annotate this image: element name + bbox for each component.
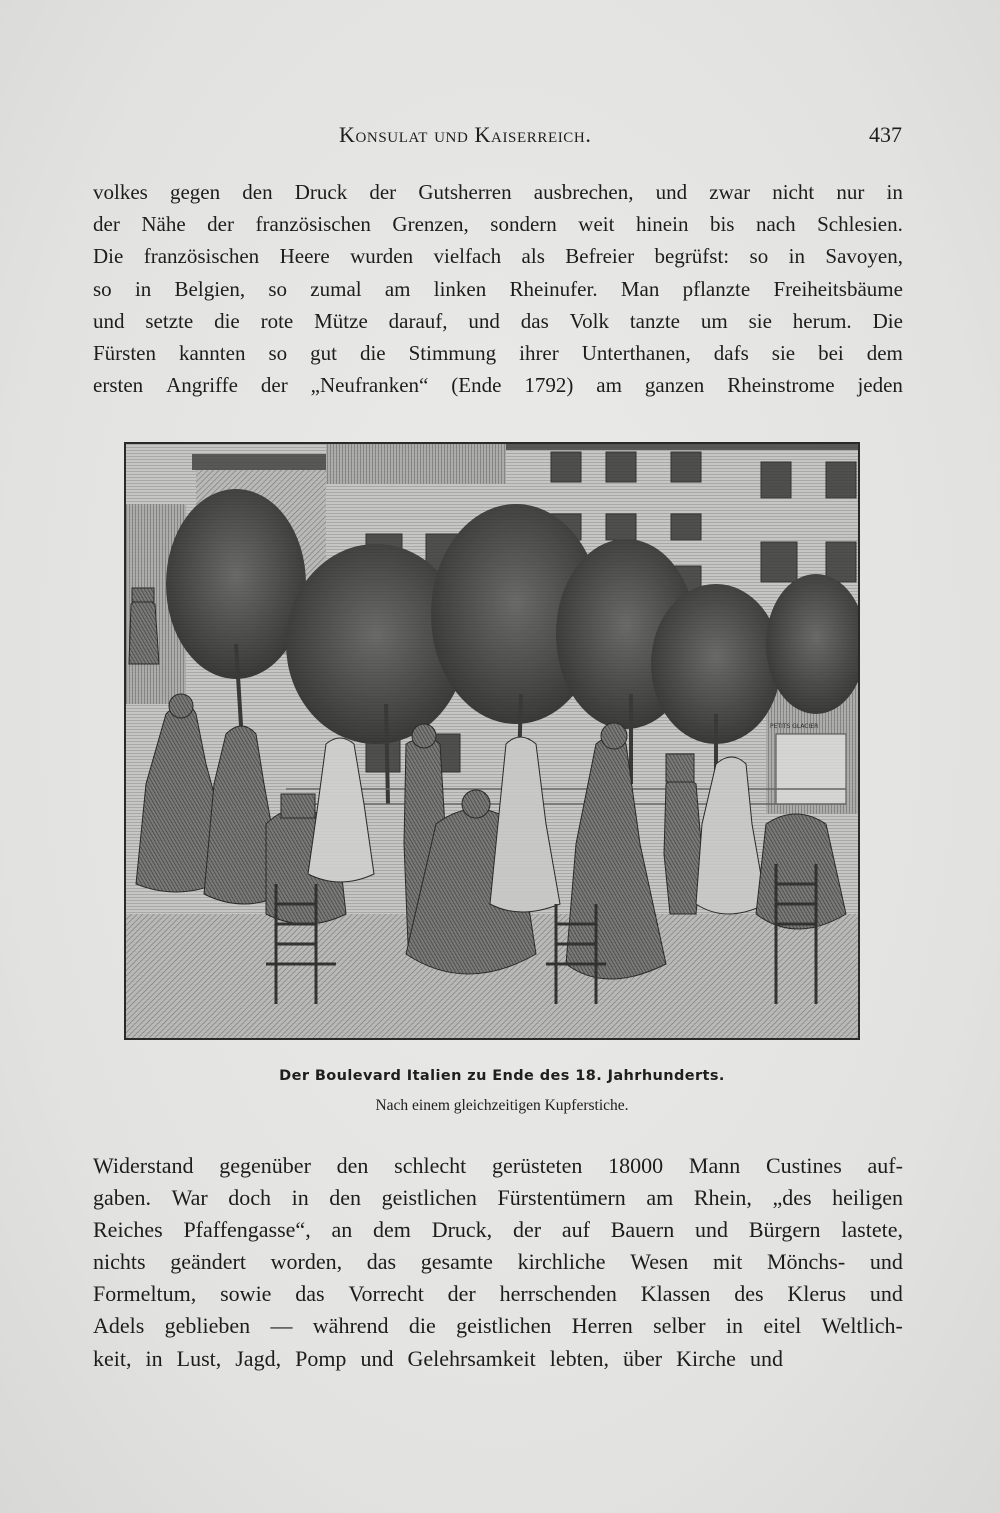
text-word: Custines xyxy=(766,1153,842,1178)
text-word: während xyxy=(312,1313,389,1339)
text-word: geblieben xyxy=(164,1313,251,1339)
text-word: geändert xyxy=(170,1249,246,1275)
text-word: „Neufranken“ xyxy=(310,373,429,398)
text-word: Klassen xyxy=(640,1281,711,1307)
text-word: Jagd, xyxy=(235,1345,282,1371)
text-word: Die xyxy=(93,244,124,269)
text-word: die xyxy=(408,1313,436,1339)
text-word: so xyxy=(93,276,112,301)
text-word: Mönchs- xyxy=(766,1249,846,1275)
text-word: am xyxy=(596,373,622,398)
text-word: Druck, xyxy=(431,1217,493,1243)
text-word: ausbrechen, xyxy=(533,180,634,204)
text-word: und xyxy=(695,1217,729,1243)
text-word: — xyxy=(270,1313,293,1339)
text-word: eitel xyxy=(763,1313,802,1339)
text-word: vielfach xyxy=(433,244,502,269)
text-word: in xyxy=(134,276,152,301)
text-word: jeden xyxy=(857,373,903,398)
text-word: pflanzte xyxy=(682,276,751,301)
text-word: Herren xyxy=(571,1313,633,1339)
text-word: der xyxy=(207,212,234,237)
text-word: am xyxy=(384,276,411,301)
text-word: als xyxy=(521,244,545,269)
text-word: Rheinufer. xyxy=(509,276,598,301)
text-word: Angriffe xyxy=(166,373,238,398)
text-word: Fürstentümern xyxy=(497,1185,626,1211)
text-word: gut xyxy=(310,340,337,365)
text-word: Fürsten xyxy=(93,340,156,365)
text-word: selber xyxy=(653,1313,706,1339)
text-word: dem xyxy=(866,340,903,365)
text-word: Die xyxy=(872,308,903,333)
text-word: ersten xyxy=(93,373,144,398)
text-word: ganzen xyxy=(644,373,705,398)
text-word: linken xyxy=(433,276,487,301)
text-word: lebten, xyxy=(549,1345,609,1371)
text-word: hinein xyxy=(635,212,689,237)
page-header xyxy=(94,122,902,156)
text-line xyxy=(93,1278,903,1310)
text-word: Formeltum, xyxy=(93,1281,197,1307)
text-line xyxy=(93,337,903,369)
text-word: bei xyxy=(818,340,844,365)
text-word: Nähe xyxy=(141,212,186,237)
text-word: 1792) xyxy=(524,373,574,398)
text-word: Klerus xyxy=(787,1281,847,1307)
text-word: heiligen xyxy=(832,1185,903,1211)
text-word: das xyxy=(366,1249,397,1275)
text-block-bottom xyxy=(93,1150,903,1375)
text-word: Unterthanen, xyxy=(581,340,691,365)
text-word: nur xyxy=(836,180,865,204)
text-word: doch xyxy=(228,1185,272,1211)
text-word: Bürgern xyxy=(748,1217,821,1243)
text-line xyxy=(93,240,903,272)
page-number: 437 xyxy=(869,122,902,147)
text-word: nichts xyxy=(93,1249,146,1275)
text-word: des xyxy=(734,1281,764,1307)
text-line xyxy=(93,1310,903,1342)
text-word: „des xyxy=(772,1185,812,1211)
text-word: gerüsteten xyxy=(492,1153,583,1178)
figure-caption-source: Nach einem gleichzeitigen Kupferstiche. xyxy=(375,1097,629,1114)
text-word: am xyxy=(646,1185,674,1211)
text-word: Lust, xyxy=(176,1345,222,1371)
text-word: kannten xyxy=(178,340,246,365)
text-word: den xyxy=(336,1153,369,1178)
text-word: Druck xyxy=(294,180,348,204)
text-word: und xyxy=(468,308,500,333)
text-word: dafs xyxy=(713,340,749,365)
text-line xyxy=(93,369,903,401)
text-word: die xyxy=(214,308,240,333)
text-word: in xyxy=(788,244,805,269)
text-word: in xyxy=(886,180,903,204)
running-title: Konsulat und Kaiserreich. xyxy=(339,122,592,147)
text-line xyxy=(93,1214,903,1246)
text-word: den xyxy=(329,1185,362,1211)
text-word: Grenzen, xyxy=(392,212,469,237)
text-word: über xyxy=(623,1345,663,1371)
text-word: auf- xyxy=(867,1153,903,1178)
text-word: Mann xyxy=(688,1153,741,1178)
text-word: setzte xyxy=(145,308,194,333)
text-word: kirchliche xyxy=(517,1249,606,1275)
text-word: so xyxy=(268,340,288,365)
text-word: die xyxy=(359,340,386,365)
text-word: gesamte xyxy=(420,1249,493,1275)
text-word: ihrer xyxy=(519,340,559,365)
text-line xyxy=(93,305,903,337)
engraving-illustration xyxy=(124,442,860,1040)
text-word: sie xyxy=(771,340,796,365)
text-word: der xyxy=(260,373,288,398)
text-word: schlecht xyxy=(394,1153,467,1178)
text-word: begrüfst: xyxy=(654,244,730,269)
text-word: in xyxy=(725,1313,744,1339)
text-word: wurden xyxy=(350,244,414,269)
text-word: herrschenden xyxy=(499,1281,617,1307)
text-word: der xyxy=(512,1217,542,1243)
text-word: und xyxy=(360,1345,394,1371)
text-word: weit xyxy=(578,212,615,237)
text-word: der xyxy=(93,212,120,237)
text-word: um xyxy=(700,308,728,333)
text-word: das xyxy=(295,1281,325,1307)
text-word: in xyxy=(145,1345,163,1371)
text-word: bis xyxy=(709,212,735,237)
text-word: Gutsherren xyxy=(418,180,512,204)
text-word: (Ende xyxy=(451,373,502,398)
text-word: Freiheitsbäume xyxy=(773,276,903,301)
text-word: und xyxy=(655,180,688,204)
text-line xyxy=(93,1343,903,1375)
text-word: Adels xyxy=(93,1313,145,1339)
text-word: und xyxy=(93,308,125,333)
text-word: Weltlich- xyxy=(821,1313,903,1339)
text-word: der xyxy=(369,180,397,204)
text-word: französischen xyxy=(143,244,260,269)
text-word: an xyxy=(331,1217,353,1243)
engraving-artwork xyxy=(126,444,858,1038)
text-word: Vorrecht xyxy=(348,1281,424,1307)
text-word: Widerstand xyxy=(93,1153,194,1178)
text-word: 18000 xyxy=(608,1153,664,1178)
text-word: und xyxy=(869,1249,903,1275)
text-word: Volk xyxy=(569,308,609,333)
text-word: sie xyxy=(748,308,772,333)
text-line xyxy=(93,273,903,305)
text-word: nicht xyxy=(772,180,815,204)
text-word: geistlichen xyxy=(381,1185,477,1211)
text-word: dem xyxy=(373,1217,411,1243)
text-word: und xyxy=(869,1281,903,1307)
text-word: Bauern xyxy=(610,1217,675,1243)
text-word: Wesen xyxy=(630,1249,689,1275)
text-word: Gelehrsamkeit xyxy=(407,1345,536,1371)
text-word: in xyxy=(291,1185,309,1211)
text-word: Befreier xyxy=(565,244,635,269)
text-word: nach xyxy=(755,212,796,237)
text-line xyxy=(93,1182,903,1214)
text-word: War xyxy=(171,1185,208,1211)
text-word: rote xyxy=(260,308,294,333)
text-word: französischen xyxy=(255,212,371,237)
text-word: sondern xyxy=(490,212,557,237)
text-word: tanzte xyxy=(629,308,680,333)
text-word: Heere xyxy=(279,244,330,269)
text-line xyxy=(93,1150,903,1182)
text-word: den xyxy=(242,180,273,204)
text-line xyxy=(93,176,903,208)
text-word: so xyxy=(268,276,288,301)
text-word: Savoyen, xyxy=(825,244,903,269)
text-word: und xyxy=(749,1345,783,1371)
text-word: sowie xyxy=(220,1281,272,1307)
text-word: keit, xyxy=(93,1345,132,1371)
text-word: Stimmung xyxy=(408,340,497,365)
text-word: Belgien, xyxy=(174,276,246,301)
text-word: auf xyxy=(561,1217,590,1243)
text-word: so xyxy=(749,244,769,269)
text-word: zwar xyxy=(709,180,751,204)
text-word: der xyxy=(447,1281,476,1307)
text-word: worden, xyxy=(270,1249,343,1275)
text-word: geistlichen xyxy=(456,1313,552,1339)
text-line xyxy=(93,208,903,240)
text-word: Rheinstrome xyxy=(727,373,835,398)
text-word: das xyxy=(520,308,549,333)
text-word: Pomp xyxy=(295,1345,347,1371)
text-word: herum. xyxy=(792,308,852,333)
text-word: lastete, xyxy=(841,1217,903,1243)
text-word: zumal xyxy=(310,276,362,301)
glacier-sign: PETITS GLACIER xyxy=(770,723,819,730)
text-word: volkes xyxy=(93,180,148,204)
text-word: mit xyxy=(712,1249,743,1275)
text-word: Pfaffengasse“, xyxy=(183,1217,311,1243)
text-word: Mütze xyxy=(314,308,368,333)
text-line xyxy=(93,1246,903,1278)
text-word: Kirche xyxy=(676,1345,736,1371)
text-word: darauf, xyxy=(388,308,448,333)
text-word: gaben. xyxy=(93,1185,152,1211)
text-word: Rhein, xyxy=(693,1185,752,1211)
text-word: Man xyxy=(620,276,660,301)
text-word: gegen xyxy=(169,180,221,204)
text-word: Schlesien. xyxy=(817,212,903,237)
text-block-top xyxy=(93,176,903,401)
text-word: gegenüber xyxy=(219,1153,311,1178)
figure-caption-title: Der Boulevard Italien zu Ende des 18. Jahrhunderts. xyxy=(279,1068,725,1084)
text-word: Reiches xyxy=(93,1217,163,1243)
